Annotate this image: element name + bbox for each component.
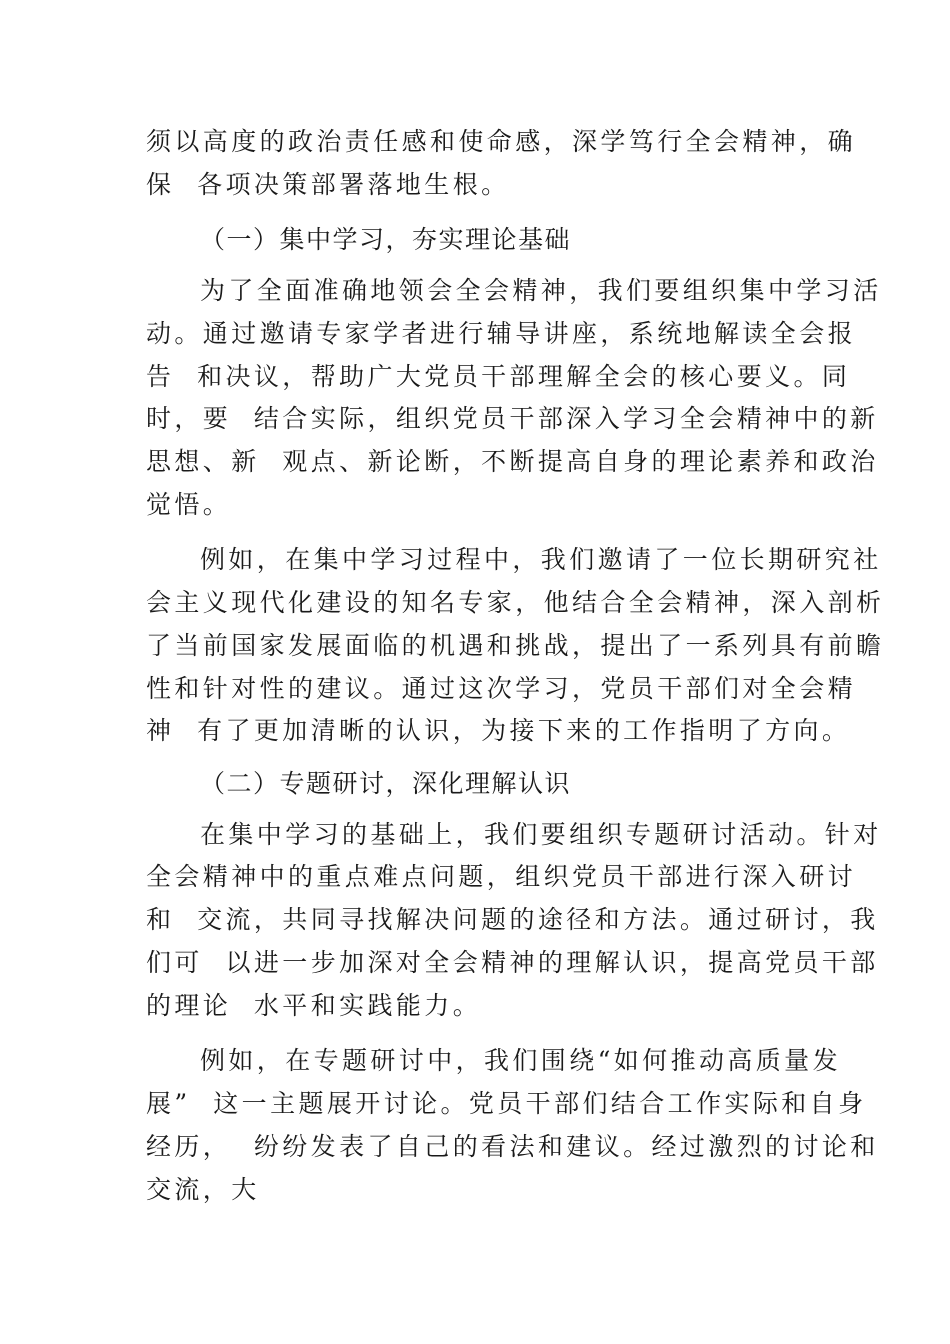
body-text-line: 会主义现代化建设的知名专家，他结合全会精神，深入剖析 bbox=[146, 588, 885, 617]
body-text-line: 时，要 结合实际，组织党员干部深入学习全会精神中的新 bbox=[146, 404, 879, 433]
body-text-line: 须以高度的政治责任感和使命感，深学笃行全会精神，确 bbox=[146, 127, 857, 156]
paragraph-first-line: 在集中学习的基础上，我们要组织专题研讨活动。针对 bbox=[200, 820, 882, 849]
body-text-line: 经历， 纷纷发表了自己的看法和建议。经过激烈的讨论和 bbox=[146, 1132, 879, 1161]
body-text-line: 动。通过邀请专家学者进行辅导讲座，系统地解读全会报 bbox=[146, 319, 857, 348]
body-text-line: 觉悟。 bbox=[146, 490, 232, 519]
body-text-line: 展” 这一主题展开讨论。党员干部们结合工作实际和自身 bbox=[146, 1089, 867, 1118]
body-text-line: 们可 以进一步加深对全会精神的理解认识，提高党员干部 bbox=[146, 948, 879, 977]
section-heading-1: （一）集中学习，夯实理论基础 bbox=[200, 225, 572, 254]
body-text-line: 性和针对性的建议。通过这次学习，党员干部们对全会精 bbox=[146, 674, 857, 703]
body-text-line: 全会精神中的重点难点问题，组织党员干部进行深入研讨 bbox=[146, 862, 857, 891]
body-text-line: 了当前国家发展面临的机遇和挑战，提出了一系列具有前瞻 bbox=[146, 631, 885, 660]
body-text-line: 和 交流，共同寻找解决问题的途径和方法。通过研讨，我 bbox=[146, 905, 879, 934]
section-heading-2: （二）专题研讨，深化理解认识 bbox=[200, 769, 572, 798]
body-text-line: 神 有了更加清晰的认识，为接下来的工作指明了方向。 bbox=[146, 716, 851, 745]
body-text-line: 交流，大 bbox=[146, 1175, 260, 1204]
paragraph-first-line: 例如，在专题研讨中，我们围绕“如何推动高质量发 bbox=[200, 1046, 841, 1075]
body-text-line: 思想、新 观点、新论断，不断提高自身的理论素养和政治 bbox=[146, 447, 879, 476]
body-text-line: 的理论 水平和实践能力。 bbox=[146, 991, 482, 1020]
paragraph-first-line: 例如，在集中学习过程中，我们邀请了一位长期研究社 bbox=[200, 545, 882, 574]
paragraph-first-line: 为了全面准确地领会全会精神，我们要组织集中学习活 bbox=[200, 276, 882, 305]
body-text-line: 告 和决议，帮助广大党员干部理解全会的核心要义。同 bbox=[146, 362, 851, 391]
body-text-line: 保 各项决策部署落地生根。 bbox=[146, 170, 510, 199]
